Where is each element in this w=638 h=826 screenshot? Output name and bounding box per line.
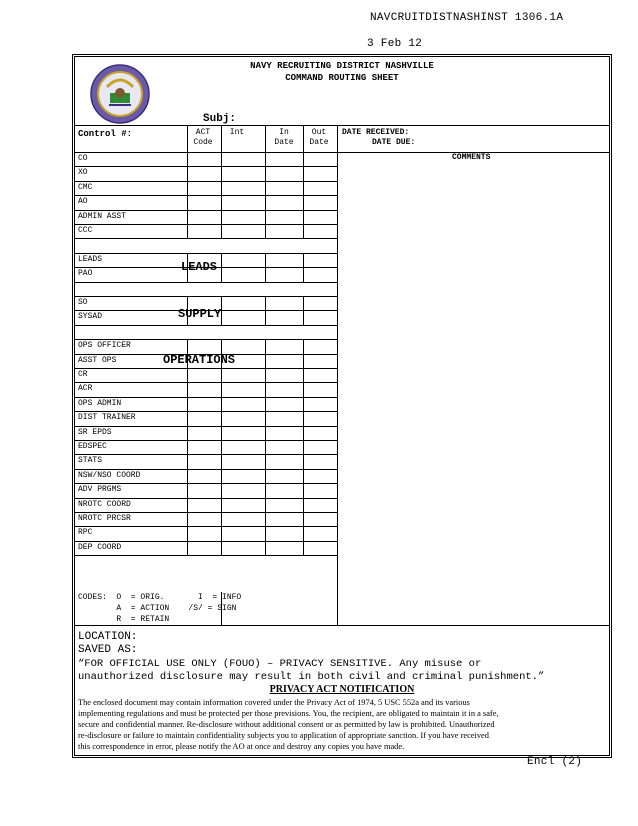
comments-label: COMMENTS	[452, 153, 491, 162]
routing-cell[interactable]	[187, 368, 221, 382]
routing-cell[interactable]	[187, 454, 221, 468]
routing-row-label: NROTC COORD	[78, 499, 131, 509]
routing-cell[interactable]	[303, 224, 337, 238]
routing-row-label: CCC	[78, 226, 93, 235]
routing-cell[interactable]	[303, 296, 337, 310]
privacy-act-title: PRIVACY ACT NOTIFICATION	[269, 684, 415, 695]
routing-cell[interactable]	[303, 498, 337, 512]
routing-cell[interactable]	[265, 454, 303, 468]
routing-cell[interactable]	[187, 224, 221, 238]
routing-cell[interactable]	[303, 397, 337, 411]
routing-cell[interactable]	[265, 354, 303, 368]
routing-cell[interactable]	[221, 267, 265, 281]
routing-cell[interactable]	[265, 382, 303, 396]
routing-cell[interactable]	[265, 541, 303, 555]
routing-row-label: NSW/NSO COORD	[78, 470, 141, 480]
routing-row-label: CR	[78, 370, 88, 379]
routing-cell[interactable]	[221, 296, 265, 310]
routing-row-label: DEP COORD	[78, 542, 122, 552]
routing-cell[interactable]	[303, 512, 337, 526]
act-code-header: ACT Code	[193, 128, 213, 147]
routing-cell[interactable]	[265, 181, 303, 195]
fouo-notice: “FOR OFFICIAL USE ONLY (FOUO) – PRIVACY SENSITIVE. Any misuse or unauthorized disclosure may result in both civil and criminal punishment.”	[78, 658, 545, 683]
routing-row-label: SO	[78, 298, 88, 307]
routing-cell[interactable]	[303, 253, 337, 267]
routing-cell[interactable]	[187, 483, 221, 497]
routing-cell[interactable]	[265, 152, 303, 166]
routing-cell[interactable]	[303, 339, 337, 353]
routing-cell[interactable]	[265, 397, 303, 411]
routing-cell[interactable]	[187, 397, 221, 411]
codes-legend: CODES: O = ORIG. I = INFO A = ACTION /S/ = SIGN R = RETAIN	[78, 593, 242, 624]
routing-cell[interactable]	[221, 253, 265, 267]
routing-row-label: ADV PRGMS	[78, 485, 122, 495]
routing-cell[interactable]	[303, 382, 337, 396]
routing-row-label: ACR	[78, 384, 93, 394]
routing-cell[interactable]	[265, 195, 303, 209]
routing-cell[interactable]	[187, 440, 221, 454]
routing-cell[interactable]	[303, 454, 337, 468]
routing-row-label: CMC	[78, 182, 93, 192]
routing-row-label: XO	[78, 168, 88, 178]
int-header: Int	[229, 128, 245, 137]
routing-cell[interactable]	[187, 166, 221, 180]
subject-label: Subj:	[203, 113, 237, 125]
routing-cell[interactable]	[187, 498, 221, 512]
routing-sheet-form	[72, 54, 612, 758]
routing-cell[interactable]	[221, 512, 265, 526]
routing-cell[interactable]	[187, 526, 221, 540]
saved-as-label: SAVED AS:	[78, 644, 138, 656]
in-date-header: In Date	[274, 128, 294, 147]
routing-cell[interactable]	[303, 210, 337, 224]
routing-row-label: RPC	[78, 528, 93, 538]
routing-cell[interactable]	[187, 210, 221, 224]
enclosure-label: Encl (2)	[527, 756, 583, 768]
routing-row-label: NROTC PRCSR	[78, 514, 131, 523]
section-operations: OPERATIONS	[163, 353, 236, 367]
routing-cell[interactable]	[265, 267, 303, 281]
routing-cell[interactable]	[187, 339, 221, 353]
routing-cell[interactable]	[265, 469, 303, 483]
routing-cell[interactable]	[221, 411, 265, 425]
routing-row-label: DIST TRAINER	[78, 413, 136, 423]
routing-cell[interactable]	[221, 498, 265, 512]
routing-cell[interactable]	[187, 469, 221, 483]
routing-cell[interactable]	[221, 339, 265, 353]
routing-cell[interactable]	[303, 310, 337, 324]
routing-cell[interactable]	[303, 440, 337, 454]
routing-cell[interactable]	[265, 526, 303, 540]
routing-cell[interactable]	[187, 195, 221, 209]
routing-row-label: EDSPEC	[78, 442, 107, 451]
routing-row-label: STATS	[78, 456, 103, 466]
routing-cell[interactable]	[303, 354, 337, 368]
form-title: NAVY RECRUITING DISTRICT NASHVILLE	[250, 61, 434, 71]
routing-cell[interactable]	[303, 195, 337, 209]
routing-cell[interactable]	[187, 426, 221, 440]
routing-row-label: OPS ADMIN	[78, 398, 122, 408]
routing-row-label: ASST OPS	[78, 355, 117, 365]
routing-cell[interactable]	[265, 368, 303, 382]
routing-cell[interactable]	[303, 267, 337, 281]
routing-row-label: OPS OFFICER	[78, 341, 131, 351]
routing-cell[interactable]	[221, 426, 265, 440]
routing-cell[interactable]	[221, 541, 265, 555]
date-received-label: DATE RECEIVED:	[342, 128, 410, 137]
routing-cell[interactable]	[265, 253, 303, 267]
section-supply: SUPPLY	[178, 307, 222, 321]
routing-row-label: LEADS	[78, 254, 103, 264]
routing-cell[interactable]	[265, 512, 303, 526]
routing-cell[interactable]	[221, 210, 265, 224]
routing-cell[interactable]	[187, 181, 221, 195]
routing-cell[interactable]	[187, 541, 221, 555]
routing-cell[interactable]	[221, 181, 265, 195]
routing-cell[interactable]	[187, 411, 221, 425]
routing-cell[interactable]	[265, 426, 303, 440]
routing-cell[interactable]	[303, 152, 337, 166]
routing-cell[interactable]	[265, 224, 303, 238]
routing-cell[interactable]	[303, 411, 337, 425]
routing-cell[interactable]	[221, 469, 265, 483]
instruction-number: NAVCRUITDISTNASHINST 1306.1A	[370, 12, 564, 24]
routing-cell[interactable]	[221, 483, 265, 497]
out-date-header: Out Date	[309, 128, 329, 147]
routing-cell[interactable]	[221, 368, 265, 382]
routing-cell[interactable]	[221, 152, 265, 166]
routing-cell[interactable]	[303, 426, 337, 440]
form-subtitle: COMMAND ROUTING SHEET	[285, 73, 399, 83]
routing-cell[interactable]	[265, 440, 303, 454]
routing-row-label: ADMIN ASST	[78, 211, 127, 221]
routing-cell[interactable]	[221, 397, 265, 411]
routing-cell[interactable]	[265, 483, 303, 497]
routing-cell[interactable]	[221, 310, 265, 324]
privacy-act-text: The enclosed document may contain information covered under the Privacy Act of 1974, 5 USC 552a and its various implementing regulations and must be protected per those previsions. You, the recipient, are obligated to maintain it in a safe, secure and confidential manner. Re-disclosure without additional consent or as permitted by law is prohibited. Unauthorized re-disclosure or failure to maintain confidentiality subjects you to application of appropriate sanction. If you have received this correspondence in error, please notify the AO at once and destroy any copies you have made.	[78, 698, 499, 751]
routing-cell[interactable]	[221, 195, 265, 209]
routing-cell[interactable]	[221, 224, 265, 238]
routing-cell[interactable]	[187, 152, 221, 166]
routing-row-label: SYSAD	[78, 312, 103, 322]
section-leads: LEADS	[181, 260, 218, 274]
routing-cell[interactable]	[265, 339, 303, 353]
control-number-label: Control #:	[78, 129, 133, 139]
routing-cell[interactable]	[303, 541, 337, 555]
routing-cell[interactable]	[303, 526, 337, 540]
routing-cell[interactable]	[221, 526, 265, 540]
routing-cell[interactable]	[303, 166, 337, 180]
date-due-label: DATE DUE:	[372, 138, 416, 147]
routing-cell[interactable]	[303, 368, 337, 382]
location-label: LOCATION:	[78, 631, 138, 643]
routing-cell[interactable]	[221, 454, 265, 468]
routing-cell[interactable]	[221, 382, 265, 396]
routing-cell[interactable]	[265, 411, 303, 425]
routing-row-label: CO	[78, 154, 88, 163]
routing-cell[interactable]	[303, 483, 337, 497]
routing-cell[interactable]	[221, 166, 265, 180]
routing-cell[interactable]	[187, 382, 221, 396]
routing-row-label: PAO	[78, 269, 93, 279]
routing-cell[interactable]	[265, 166, 303, 180]
routing-row-label: AO	[78, 197, 88, 207]
routing-cell[interactable]	[265, 498, 303, 512]
routing-cell[interactable]	[265, 210, 303, 224]
routing-cell[interactable]	[187, 512, 221, 526]
document-date: 3 Feb 12	[367, 38, 423, 50]
routing-cell[interactable]	[303, 469, 337, 483]
routing-cell[interactable]	[265, 296, 303, 310]
routing-cell[interactable]	[265, 310, 303, 324]
routing-row-label: SR EPDS	[78, 427, 112, 437]
routing-cell[interactable]	[221, 440, 265, 454]
routing-cell[interactable]	[303, 181, 337, 195]
